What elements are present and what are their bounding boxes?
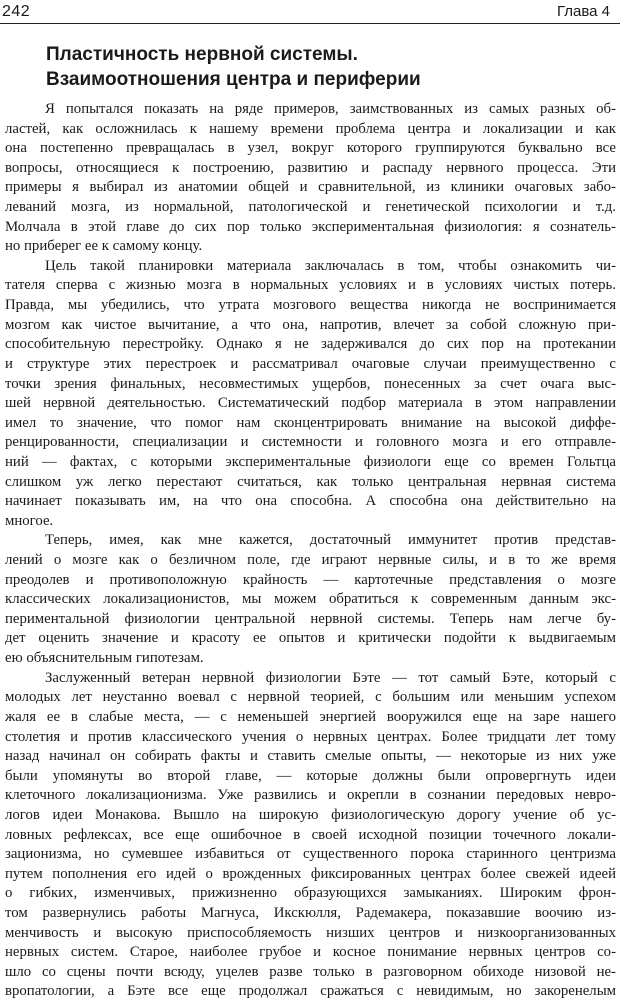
- text-line: леваний мозга, из нормальной, патологической и генетической психологии и т.д.: [5, 199, 616, 216]
- text-line: точки зрения финальных, несовместимых ущербов, понесенных за счет очага выс-: [5, 375, 616, 392]
- text-line: ею объяснительным гипотезам.: [5, 650, 204, 667]
- section-title: [46, 42, 606, 92]
- text-line: логов идеи Монакова. Вышло на широкую физиологическую дорогу учение об ус-: [5, 806, 616, 823]
- text-line: тателя сперва с жизнью мозга в нормальных условиях и в условиях чистых потерь.: [5, 277, 616, 294]
- text-line: были упомянуты во второй главе, — которые должны были опровергнуть идеи: [5, 767, 616, 784]
- title-line: Взаимоотношения центра и периферии: [46, 69, 421, 90]
- text-line: о гибких, изменчивых, прижизненно образующихся замыканиях. Широким фрон-: [5, 885, 616, 902]
- text-line: назад начинал он собирать факты и ставить смелые опыты, — некоторые из них уже: [5, 748, 616, 765]
- text-line: путем пополнения его идей о врожденных фиксированных центрах более свежей идеей: [5, 865, 616, 882]
- text-line: шей нервной деятельностью. Систематический подбор материала в этом направлении: [5, 395, 616, 412]
- text-line: столетия и против классического учения о нервных центрах. Более тридцати лет тому: [5, 728, 616, 745]
- text-line: Цель такой планировки материала заключалась в том, чтобы ознакомить чи-: [45, 257, 616, 274]
- text-line: менчивость и высокую приспособляемость низших центров и низкоорганизованных: [5, 924, 616, 941]
- text-line: ренцированности, специализации и системности и головного мозга и его отправле-: [5, 434, 616, 451]
- text-line: вропатологии, а Бэте все еще продолжал сражаться с невидимым, но закоренелым: [5, 983, 616, 1000]
- text-line: жаля ее в слабые места, — с неменьшей энергией вооружился еще на заре нашего: [5, 708, 616, 725]
- text-line: и структуре этих перестроек и рассматривал очаговые случаи преимущественно с: [5, 355, 616, 372]
- text-line: Правда, мы убедились, что утрата мозгового вещества никогда не воспринимается: [5, 297, 616, 314]
- running-head: Глава 4: [556, 3, 610, 20]
- text-line: Заслуженный ветеран нервной физиологии Бэте — тот самый Бэте, который с: [45, 669, 616, 686]
- text-line: нервных систем. Старое, наиболее грубое и косное понимание нервных центров со-: [5, 944, 616, 961]
- page-header: [0, 0, 620, 28]
- text-line: дет оценить значение и красоту ее опытов и критически подойти к выдвигаемым: [5, 630, 616, 647]
- header-rule: [0, 23, 620, 24]
- text-line: том развернулись работы Магнуса, Икскюлля, Радемакера, показавшие воочию из-: [5, 904, 616, 921]
- text-line: ловных рефлексах, все еще ошибочное в своей исходной позиции точечного локали-: [5, 826, 616, 843]
- paragraph-3: [5, 531, 616, 668]
- text-line: Я попытался показать на ряде примеров, заимствованных из самых разных об-: [45, 101, 616, 117]
- text-line: клеточного локализационизма. Уже развились и окрепли в сознании передовых невро-: [5, 787, 616, 804]
- text-line: многое.: [5, 512, 54, 529]
- text-line: Теперь, имея, как мне кажется, достаточный иммунитет против представ-: [45, 532, 616, 549]
- paragraph-2: [5, 257, 616, 532]
- paragraph-1: [5, 100, 616, 257]
- text-line: классических локализационистов, мы можем обратиться к современным данным экс-: [5, 591, 616, 608]
- text-line: Молчала в этой главе до сих пор только экспериментальная физиология: я сознатель-: [5, 218, 616, 235]
- text-line: молодых лет неустанно воевал с нервной теорией, с большим или меньшим успехом: [5, 689, 616, 706]
- text-line: слишком уж легко перестают считаться, как только центральная нервная система: [5, 473, 616, 490]
- text-line: она постепенно превращалась в узел, вокруг которого группируются буквально все: [5, 140, 616, 157]
- text-line: имел то значение, что помог нам сконцентрировать внимание на высокой диффе-: [5, 414, 616, 431]
- text-line: начинает показывать им, на что она способна. А способна она действительно на: [5, 493, 616, 510]
- text-line: лений о мозге как о безличном поле, где играют нервные силы, и в то же время: [5, 552, 616, 569]
- text-line: преодолев и противоположную крайность — картотечные представления о мозге: [5, 571, 616, 588]
- text-line: ластей, как осложнилась к нашему времени проблема центра и локализации и как: [5, 120, 616, 137]
- text-line: ний — фактах, с которыми экспериментальные физиологи еще со времен Гольтца: [5, 453, 616, 470]
- text-line: примеры я выбирал из анатомии общей и сравнительной, из клиники очаговых забо-: [5, 179, 616, 196]
- text-line: способительную перестройку. Однако я не задерживался до сих пор на протекании: [5, 336, 616, 353]
- text-line: вопросы, относящиеся к построению, развитию и распаду нервного процесса. Эти: [5, 159, 616, 176]
- text-line: шло со сцены почти всюду, уцелев разве только в разговорном обиходе низовой не-: [5, 963, 616, 980]
- paragraph-4: [5, 669, 616, 1002]
- text-line: периментальной физиологии центральной нервной системы. Теперь нам легче бу-: [5, 610, 616, 627]
- page-number: 242: [2, 3, 31, 20]
- text-line: но приберег ее к самому концу.: [5, 238, 203, 255]
- body-text: [5, 100, 616, 1002]
- text-line: зационизма, но сумевшее избавиться от существенного порока старинного центризма: [5, 846, 616, 863]
- title-line: Пластичность нервной системы.: [46, 44, 358, 65]
- text-line: мозгом как чистое вычитание, а что она, напротив, влечет за собой сложную при-: [5, 316, 616, 333]
